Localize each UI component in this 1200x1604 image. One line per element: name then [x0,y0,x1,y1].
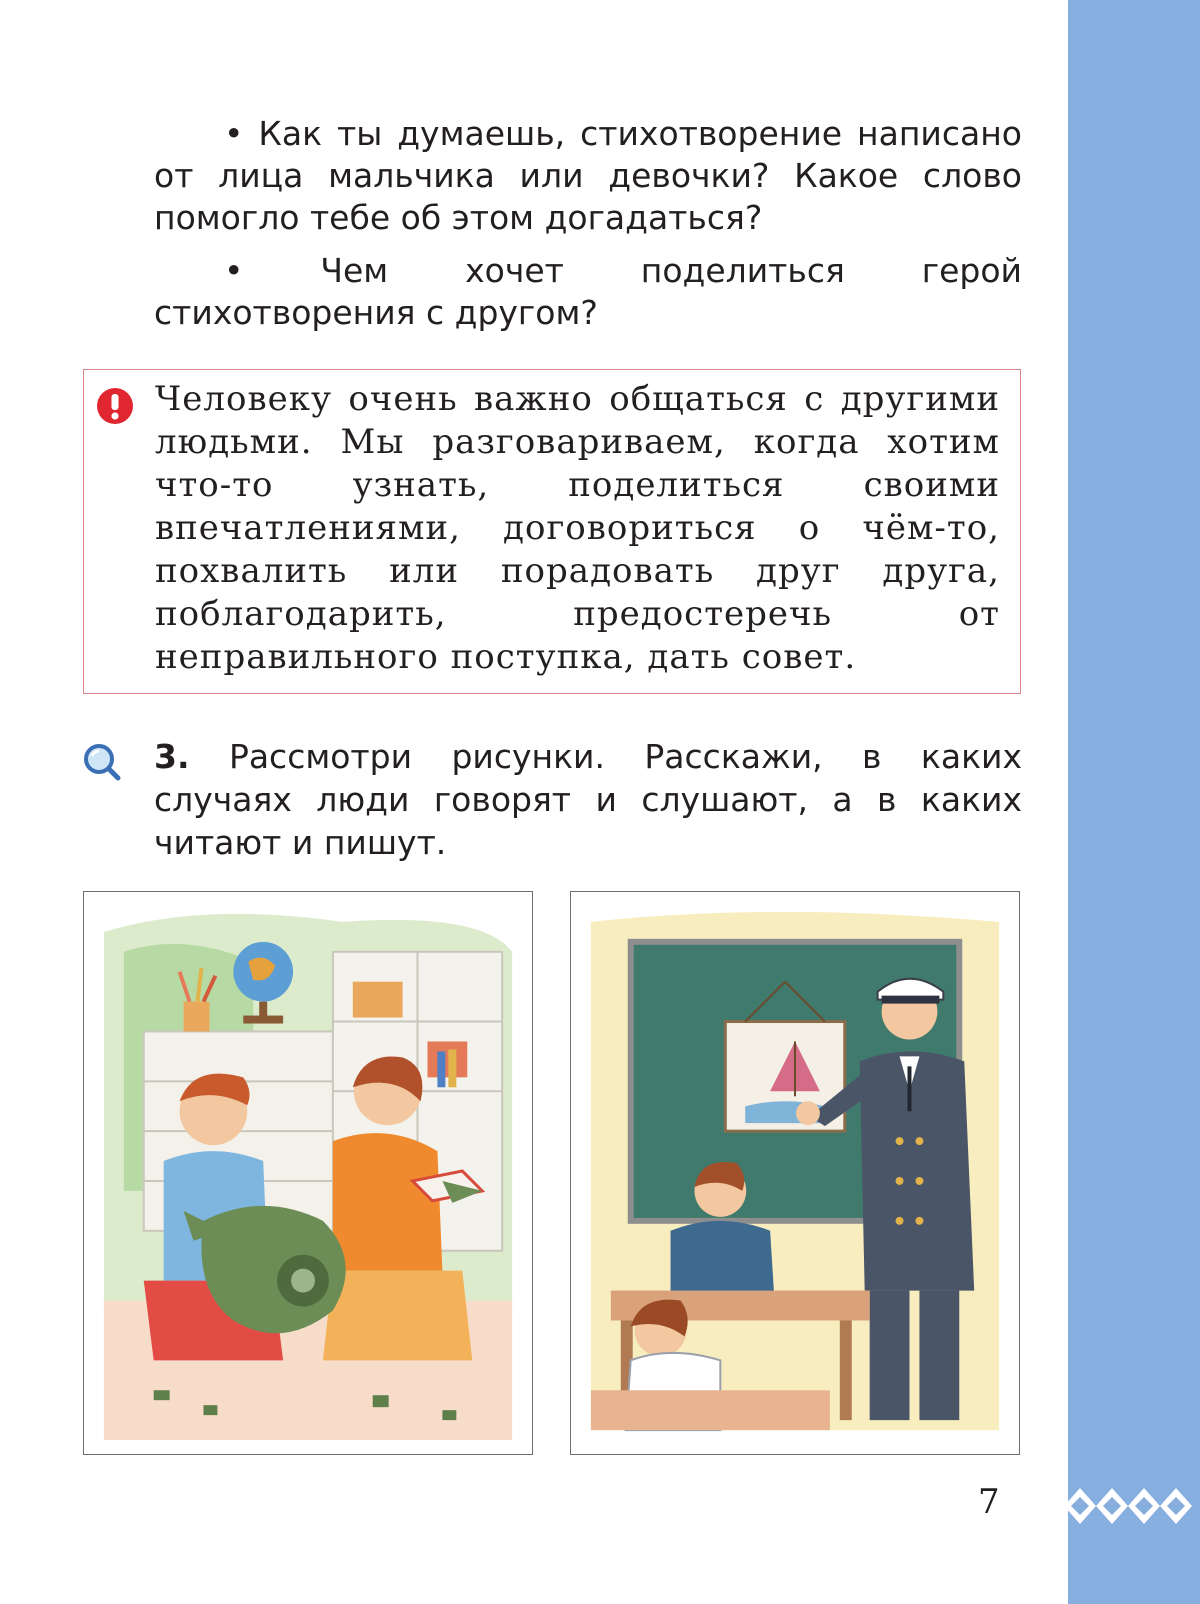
magnifier-icon [82,742,122,782]
ornament-icon [1068,1484,1200,1528]
side-color-strip [1068,0,1200,1604]
rule-text: Человеку очень важно общаться с другими людьми. Мы разговариваем, когда хотим что-то узнать, поделиться своими впечатлениями, договориться о чём-то, похвалить или порадовать друг друга, поблагодарить, предостеречь от неправильного поступка, дать совет. [155,379,1000,677]
page-number: 7 [978,1482,1000,1522]
question-2: • Чем хочет поделиться герой стихотворения с другом? [154,251,1022,332]
question-1: • Как ты думаешь, стихотворение написано от лица мальчика или девочки? Какое слово помогло тебе об этом догадаться? [154,114,1022,237]
boys-playing-illustration [83,891,533,1455]
task-3 [154,735,1022,864]
task-number: 3. [154,737,190,776]
naval-officer-classroom-illustration [570,891,1020,1455]
exclamation-icon [96,387,134,425]
task-text: Рассмотри рисунки. Расскажи, в каких случаях люди говорят и слушают, а в каких читают и пишут. [154,737,1022,862]
